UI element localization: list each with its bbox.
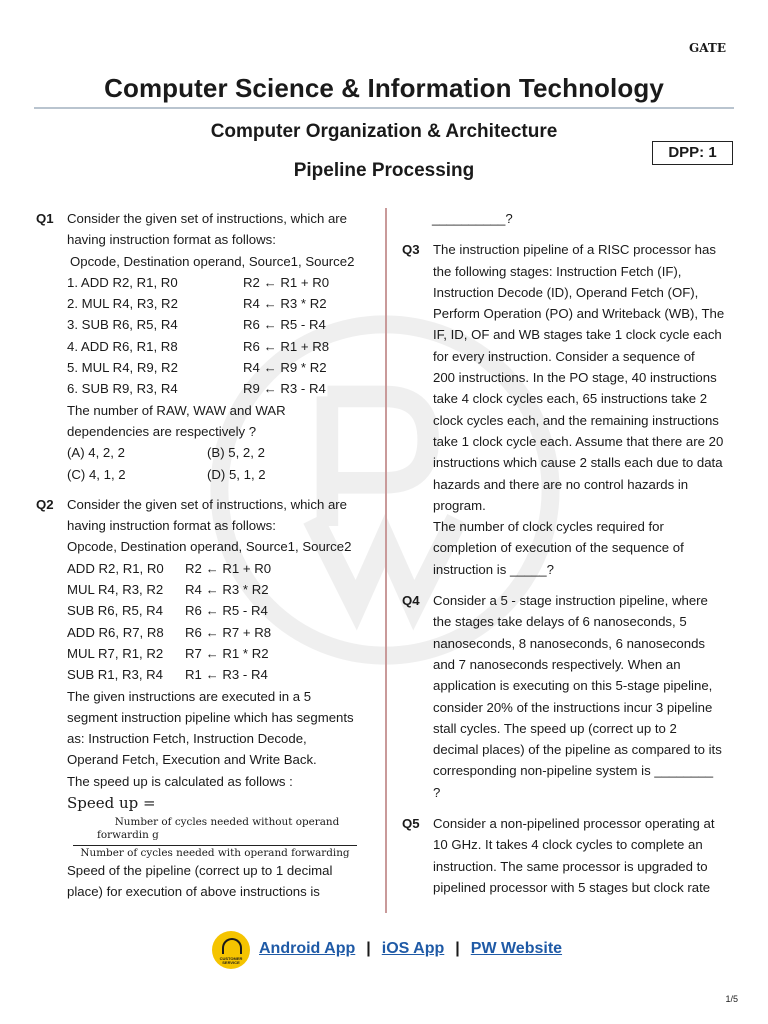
- question-text: instructions which cause 2 stalls each due to data: [433, 455, 723, 471]
- question-text: completion of execution of the sequence of: [433, 540, 684, 556]
- question-text: instruction is _____?: [433, 561, 554, 577]
- option-d: (D) 5, 1, 2: [207, 466, 266, 482]
- fraction-denominator: Number of cycles needed with operand forwarding: [80, 847, 350, 860]
- question-text: the stages take delays of 6 nanoseconds, 5: [433, 614, 687, 630]
- instruction-row: 1. ADD R2, R1, R0 R2 ← R1 + R0: [67, 274, 330, 290]
- speedup-fraction: [67, 816, 357, 860]
- fraction-bar: [73, 845, 357, 846]
- option-row: [67, 442, 366, 463]
- question-text: nanoseconds, 8 nanoseconds, 6 nanoseconds: [433, 635, 706, 651]
- question-text: Operand Fetch, Execution and Write Back.: [67, 752, 317, 768]
- question-text: corresponding non-pipeline system is ________: [433, 763, 714, 779]
- option-c: (C) 4, 1, 2: [67, 466, 126, 482]
- page-title: Computer Science & Information Technology: [104, 73, 664, 103]
- question-text: take 4 clock cycles each, 65 instructions take 2: [433, 391, 708, 407]
- question-number: Q5: [402, 816, 420, 832]
- android-app-link[interactable]: Android App: [259, 940, 356, 957]
- question-number: Q3: [402, 242, 420, 258]
- question-text: Consider the given set of instructions, which are: [67, 211, 348, 226]
- question-5: [402, 813, 727, 898]
- question-text: application is executing on this 5-stage pipeline,: [433, 678, 713, 694]
- question-text: ?: [433, 784, 441, 800]
- instruction-row: ADD R6, R7, R8 R6 ← R7 + R8: [67, 624, 272, 640]
- question-text: hazards and there are no control hazards in: [433, 476, 689, 492]
- link-separator: |: [455, 940, 460, 957]
- option-row: [67, 464, 366, 485]
- question-4: [402, 590, 727, 803]
- question-number: Q4: [402, 593, 420, 609]
- question-2: [36, 494, 366, 903]
- speedup-label: Speed up =: [67, 794, 156, 813]
- question-text: for every instruction. Consider a sequence of: [433, 348, 695, 364]
- question-text: having instruction format as follows:: [67, 232, 276, 248]
- left-column: [36, 208, 366, 903]
- question-text: instruction. The same processor is upgraded to: [433, 858, 708, 874]
- question-text: decimal places) of the pipeline as compared to its: [433, 742, 722, 758]
- question-text: 10 GHz. It takes 4 clock cycles to complete an: [433, 837, 703, 853]
- ios-app-link[interactable]: iOS App: [381, 940, 445, 957]
- question-text: having instruction format as follows:: [67, 518, 276, 534]
- page-number: 1/5: [725, 994, 738, 1004]
- question-text: consider 20% of the instructions incur 3 pipeline: [433, 699, 713, 715]
- instruction-row: 6. SUB R9, R3, R4 R9 ← R3 - R4: [67, 381, 326, 397]
- link-separator: |: [366, 940, 371, 957]
- question-text: The instruction pipeline of a RISC processor has: [433, 242, 716, 258]
- instruction-row: 4. ADD R6, R1, R8 R6 ← R1 + R8: [67, 338, 330, 354]
- question-text: clock cycles each, and the remaining instructions: [433, 412, 719, 428]
- question-3: [402, 239, 727, 580]
- question-text: the following stages: Instruction Fetch (IF),: [433, 263, 682, 279]
- customer-service-icon[interactable]: [212, 931, 250, 969]
- dpp-badge: DPP: 1: [652, 141, 733, 165]
- instruction-row: SUB R6, R5, R4 R6 ← R5 - R4: [67, 603, 268, 619]
- question-text: Perform Operation (PO) and Writeback (WB), The: [433, 306, 725, 322]
- column-divider: [385, 208, 387, 913]
- question-text: 200 instructions. In the PO stage, 40 instructions: [433, 370, 717, 386]
- question-1: [36, 208, 366, 485]
- question-text: Instruction Decode (ID), Operand Fetch (OF),: [433, 284, 699, 300]
- instruction-row: 2. MUL R4, R3, R2 R4 ← R3 * R2: [67, 296, 327, 312]
- question-text: Opcode, Destination operand, Source1, Source2: [67, 539, 352, 555]
- question-2-continuation: __________?: [432, 211, 513, 226]
- question-text: IF, ID, OF and WB stages take 1 clock cycle each: [433, 327, 722, 343]
- topic-title: Pipeline Processing: [293, 160, 475, 181]
- question-text: take 1 clock cycle each. Assume that there are 20: [433, 433, 724, 449]
- headset-icon: [222, 938, 242, 954]
- question-text: dependencies are respectively ?: [67, 423, 257, 439]
- question-text: and 7 nanoseconds respectively. When an: [433, 656, 681, 672]
- title-divider: [34, 107, 734, 109]
- question-text: The number of RAW, WAW and WAR: [67, 402, 286, 418]
- instruction-row: 3. SUB R6, R5, R4 R6 ← R5 - R4: [67, 317, 326, 333]
- exam-label: GATE: [689, 41, 726, 55]
- question-text: as: Instruction Fetch, Instruction Decode,: [67, 731, 307, 747]
- fraction-numerator: Number of cycles needed without operand forwardin g: [97, 816, 340, 842]
- question-number: Q1: [36, 211, 54, 226]
- question-text: Opcode, Destination operand, Source1, Source2: [70, 253, 355, 269]
- instruction-row: MUL R7, R1, R2 R7 ← R1 * R2: [67, 645, 269, 661]
- question-text: segment instruction pipeline which has segments: [67, 709, 354, 725]
- instruction-row: ADD R2, R1, R0 R2 ← R1 + R0: [67, 560, 272, 576]
- question-text: The number of clock cycles required for: [433, 519, 664, 535]
- question-text: place) for execution of above instructions is: [67, 884, 320, 900]
- pw-website-link[interactable]: PW Website: [470, 940, 563, 957]
- right-column: [402, 208, 727, 898]
- badge-label: CUSTOMER SERVICE: [219, 956, 243, 965]
- subject-title: Computer Organization & Architecture: [210, 121, 558, 142]
- instruction-row: 5. MUL R4, R9, R2 R4 ← R9 * R2: [67, 360, 327, 376]
- question-text: Speed of the pipeline (correct up to 1 decimal: [67, 863, 333, 879]
- instruction-row: SUB R1, R3, R4 R1 ← R3 - R4: [67, 667, 268, 683]
- question-text: Consider a 5 - stage instruction pipeline, where: [433, 593, 708, 609]
- question-text: pipelined processor with 5 stages but clock rate: [433, 879, 711, 895]
- question-text: stall cycles. The speed up (correct up to 2: [433, 720, 677, 736]
- question-text: Consider a non-pipelined processor operating at: [433, 816, 715, 832]
- option-a: (A) 4, 2, 2: [67, 445, 125, 461]
- option-b: (B) 5, 2, 2: [207, 445, 265, 461]
- instruction-row: MUL R4, R3, R2 R4 ← R3 * R2: [67, 582, 269, 598]
- question-text: The given instructions are executed in a 5: [67, 688, 312, 704]
- question-text: program.: [433, 497, 486, 513]
- footer-links: [259, 940, 562, 958]
- question-text: Consider the given set of instructions, which are: [67, 496, 348, 512]
- question-text: The speed up is calculated as follows :: [67, 773, 293, 789]
- question-number: Q2: [36, 496, 54, 512]
